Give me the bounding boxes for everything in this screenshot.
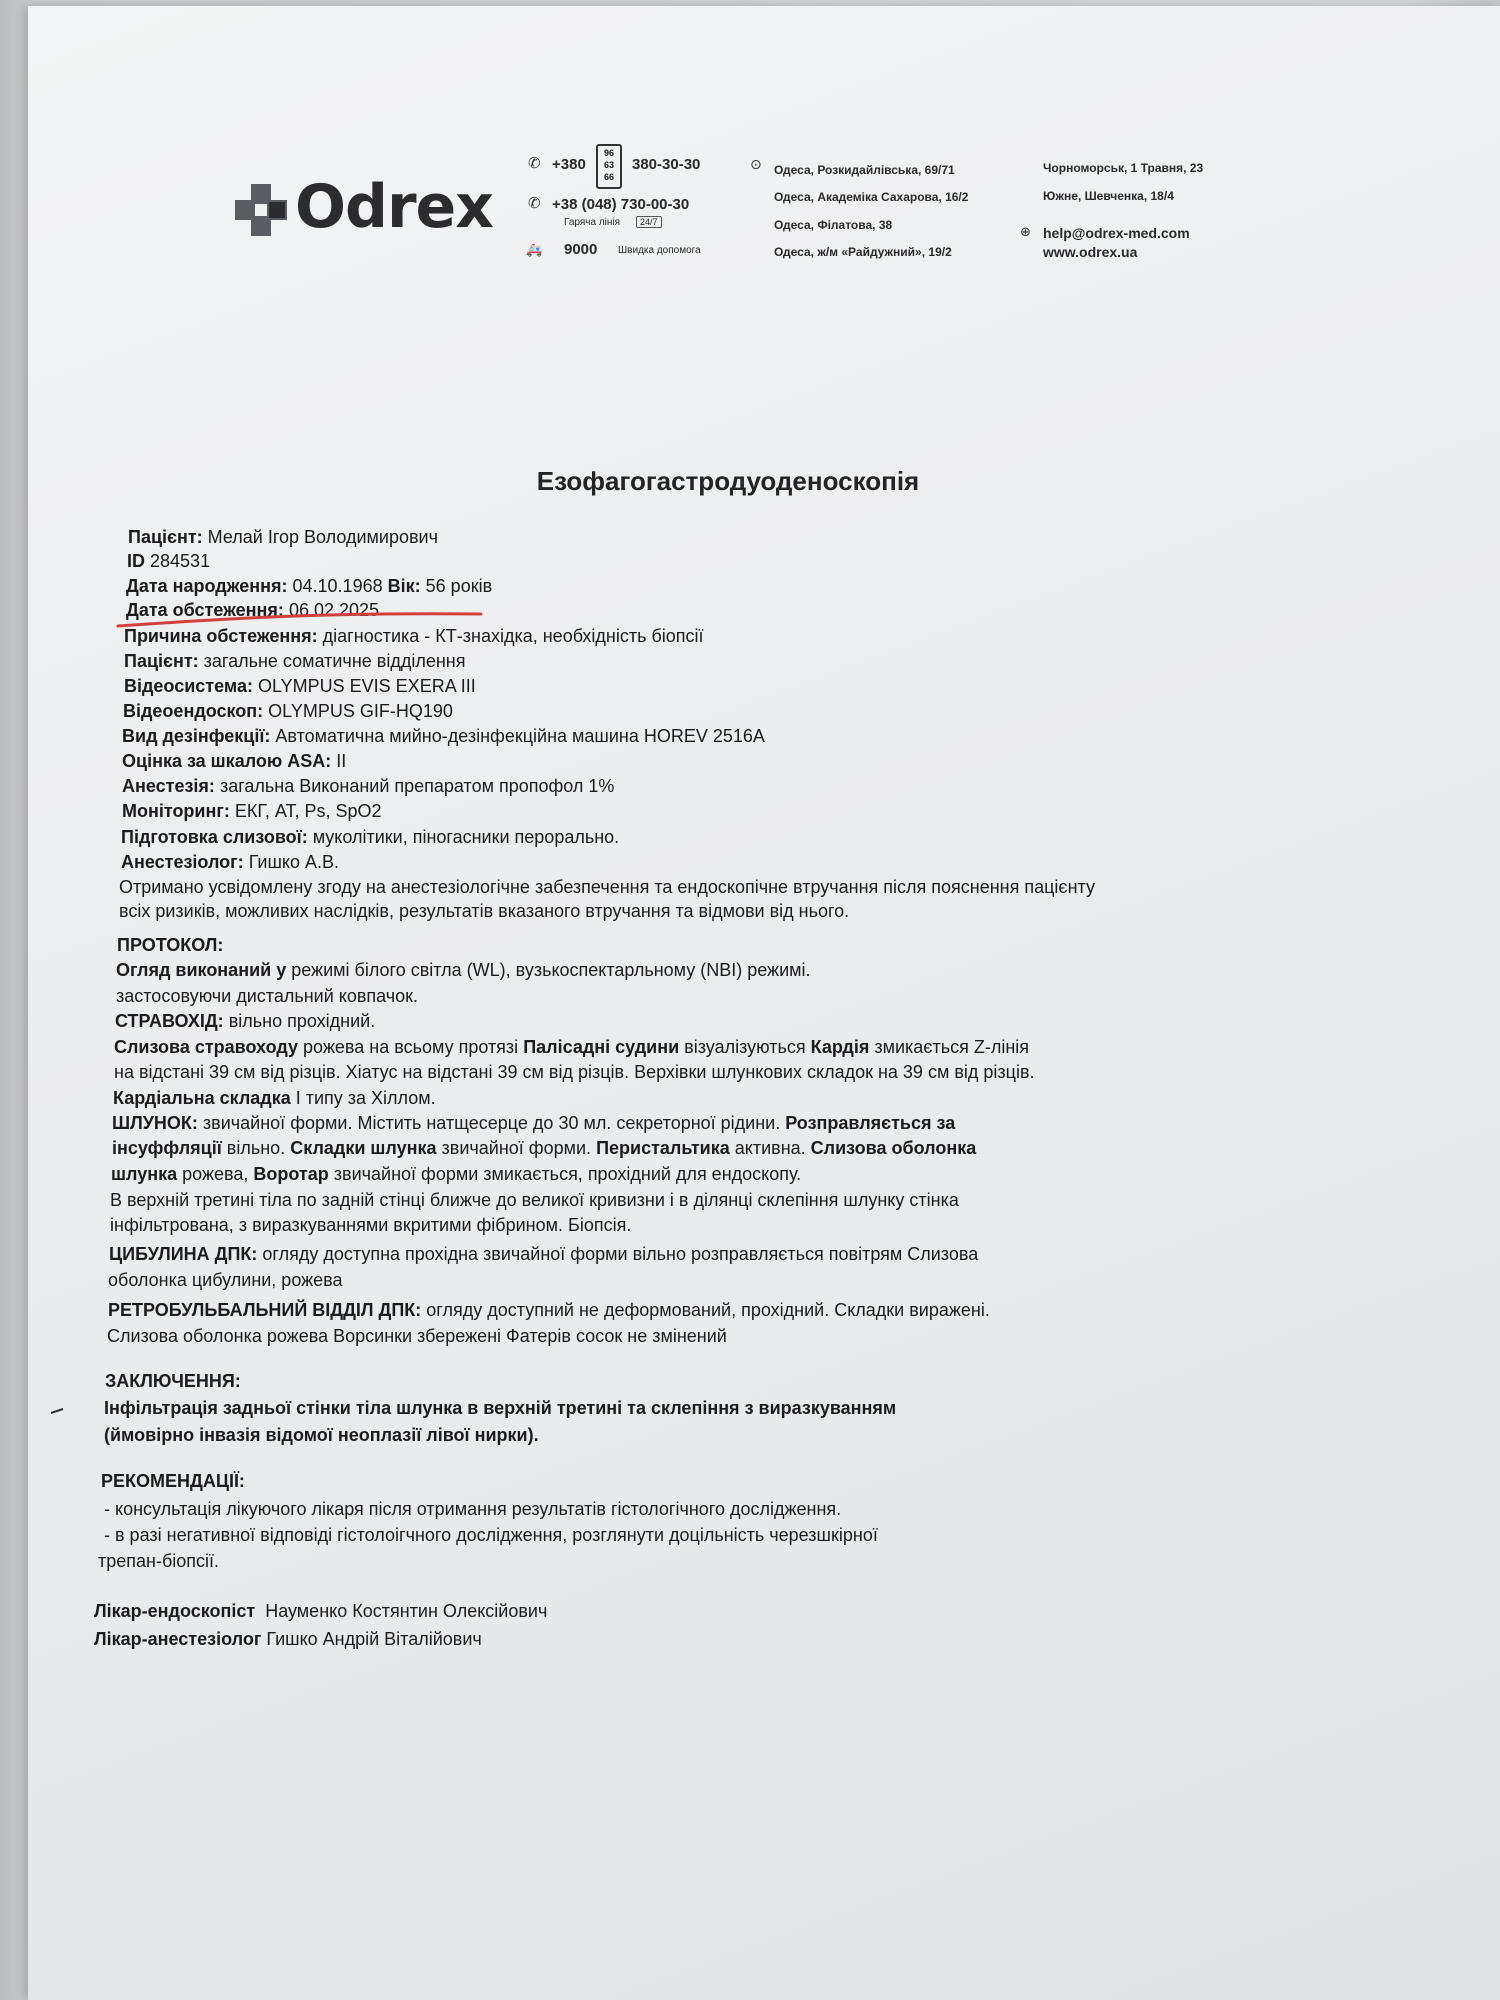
protocol-line: РЕТРОБУЛЬБАЛЬНИЙ ВІДДІЛ ДПК: огляду доступний не деформований, прохідний. Складки виражені.	[108, 1300, 990, 1320]
odrex-logo	[233, 172, 503, 246]
protocol-line: В верхній третині тіла по задній стінці ближче до великої кривизни і в ділянці склепіння шлунку стінка	[110, 1190, 959, 1210]
consent-text: всіх ризиків, можливих наслідків, результатів вказаного втручання та відмови від нього.	[119, 901, 850, 921]
protocol-line: ЦИБУЛИНА ДПК: огляду доступна прохідна звичайної форми вільно розправляється повітрям Слизова	[109, 1244, 979, 1264]
signature-endoscopist: Лікар-ендоскопіст Науменко Костянтин Олексійович	[94, 1601, 548, 1621]
protocol-line: інфільтрована, з виразкуваннями вкритими фібрином. Біопсія.	[110, 1215, 632, 1235]
emergency-label: Швидка допомога	[618, 245, 701, 256]
recommendations-heading: РЕКОМЕНДАЦІЇ:	[101, 1471, 245, 1491]
protocol-heading: ПРОТОКОЛ:	[117, 935, 224, 955]
protocol-line: Слизова стравоходу рожева на всьому протязі Палісадні судини візуалізуються Кардія змикається Z-лінія	[114, 1037, 1030, 1057]
phone1-number: 380-30-30	[632, 156, 701, 173]
field-monitoring: Моніторинг: ЕКГ, АТ, Ps, SpO2	[122, 801, 382, 821]
field-videoendoscope: Відеоендоскоп: OLYMPUS GIF-HQ190	[123, 701, 453, 721]
address-item: Чорноморськ, 1 Травня, 23	[1043, 161, 1204, 175]
protocol-line: шлунка рожева, Воротар звичайної форми змикається, прохідний для ендоскопу.	[111, 1164, 802, 1184]
brand-name: Odrex	[295, 172, 493, 242]
emergency-number: 9000	[564, 241, 598, 258]
protocol-line: застосовуючи дистальний ковпачок.	[116, 986, 419, 1006]
address-item: Одеса, Розкидайлівська, 69/71	[774, 163, 955, 177]
recommendation-item: - в разі негативної відповіді гістолоігчного дослідження, розглянути доцільність черезшкірної	[104, 1525, 878, 1545]
protocol-line: ШЛУНОК: звичайної форми. Містить натщесерце до 30 мл. секреторної рідини. Розправляється за	[112, 1113, 956, 1133]
hotline-badge: 24/7	[636, 216, 662, 228]
consent-text: Отримано усвідомлену згоду на анестезіологічне забезпечення та ендоскопічне втручання після пояснення пацієнту	[119, 877, 1095, 897]
recommendation-item: - консультація лікуючого лікаря після отримання результатів гістологічного дослідження.	[104, 1499, 842, 1519]
protocol-line: Огляд виконаний у режимі білого світла (WL), вузькоспектарльному (NBI) режимі.	[116, 960, 811, 980]
field-disinfection: Вид дезінфекції: Автоматична мийно-дезінфекційна машина HOREV 2516A	[122, 726, 765, 746]
address-item: Одеса, Філатова, 38	[774, 218, 893, 232]
operator-code: 63	[603, 160, 614, 170]
operator-codes	[596, 144, 622, 189]
field-exam-date: Дата обстеження: 06.02.2025	[126, 600, 380, 620]
address-item: Южне, Шевченка, 18/4	[1043, 189, 1174, 203]
field-reason: Причина обстеження: діагностика - КТ-знахідка, необхідність біопсії	[124, 626, 704, 646]
email: help@odrex-med.com	[1043, 225, 1190, 241]
field-mucosa-prep: Підготовка слизової: муколітики, піногасники перорально.	[121, 827, 620, 847]
operator-code: 66	[603, 172, 614, 182]
document-title: Езофагогастродуоденоскопія	[536, 466, 920, 496]
protocol-line: СТРАВОХІД: вільно прохідний.	[115, 1011, 376, 1031]
conclusion-text: (ймовірно інвазія відомої неоплазії лівої нирки).	[104, 1425, 539, 1445]
field-department: Пацієнт: загальне соматичне відділення	[124, 651, 466, 671]
field-asa-score: Оцінка за шкалою ASA: II	[122, 751, 347, 771]
protocol-line: на відстані 39 см від різців. Хіатус на відстані 39 см від різців. Верхівки шлункових складок на 39 см від різців.	[114, 1062, 1035, 1082]
conclusion-text: Інфільтрація задньої стінки тіла шлунка в верхній третині та склепіння з виразкуванням	[104, 1398, 897, 1418]
protocol-line: інсуффляції вільно. Складки шлунка звичайної форми. Перистальтика активна. Слизова оболонка	[112, 1138, 977, 1158]
field-birthdate: Дата народження: 04.10.1968 Вік: 56 років	[126, 576, 493, 596]
field-id: ID 284531	[127, 551, 211, 571]
field-anesthesiologist: Анестезіолог: Гишко А.В.	[121, 852, 340, 872]
operator-code: 96	[603, 148, 614, 158]
phone-icon: ✆	[528, 155, 541, 172]
ink-mark	[50, 1408, 64, 1414]
document-sheet	[28, 6, 1500, 2000]
protocol-line: Кардіальна складка I типу за Хіллом.	[113, 1088, 436, 1108]
field-videosystem: Відеосистема: OLYMPUS EVIS EXERA III	[124, 676, 476, 696]
medical-cross-icon	[233, 182, 289, 238]
location-icon: ⊙	[750, 156, 762, 172]
phone1-prefix: +380	[552, 156, 586, 173]
ambulance-icon: 🚑	[526, 242, 543, 257]
signature-anesthesiologist: Лікар-анестезіолог Гишко Андрій Віталійович	[94, 1629, 482, 1649]
address-item: Одеса, ж/м «Райдужний», 19/2	[774, 245, 952, 259]
globe-icon: ⊕	[1020, 224, 1031, 239]
phone2-number: +38 (048) 730-00-30	[552, 196, 690, 213]
conclusion-heading: ЗАКЛЮЧЕННЯ:	[105, 1371, 241, 1391]
protocol-line: оболонка цибулини, рожева	[108, 1270, 343, 1290]
hotline-label: Гаряча лінія	[564, 217, 621, 228]
recommendation-item: трепан-біопсії.	[98, 1551, 220, 1571]
field-patient: Пацієнт: Мелай Ігор Володимирович	[128, 527, 438, 547]
address-item: Одеса, Академіка Сахарова, 16/2	[774, 190, 969, 204]
protocol-line: Слизова оболонка рожева Ворсинки збережені Фатерів сосок не змінений	[107, 1326, 727, 1346]
website: www.odrex.ua	[1043, 244, 1138, 260]
phone-hotline-icon: ✆	[528, 195, 541, 212]
field-anesthesia: Анестезія: загальна Виконаний препаратом пропофол 1%	[122, 776, 615, 796]
